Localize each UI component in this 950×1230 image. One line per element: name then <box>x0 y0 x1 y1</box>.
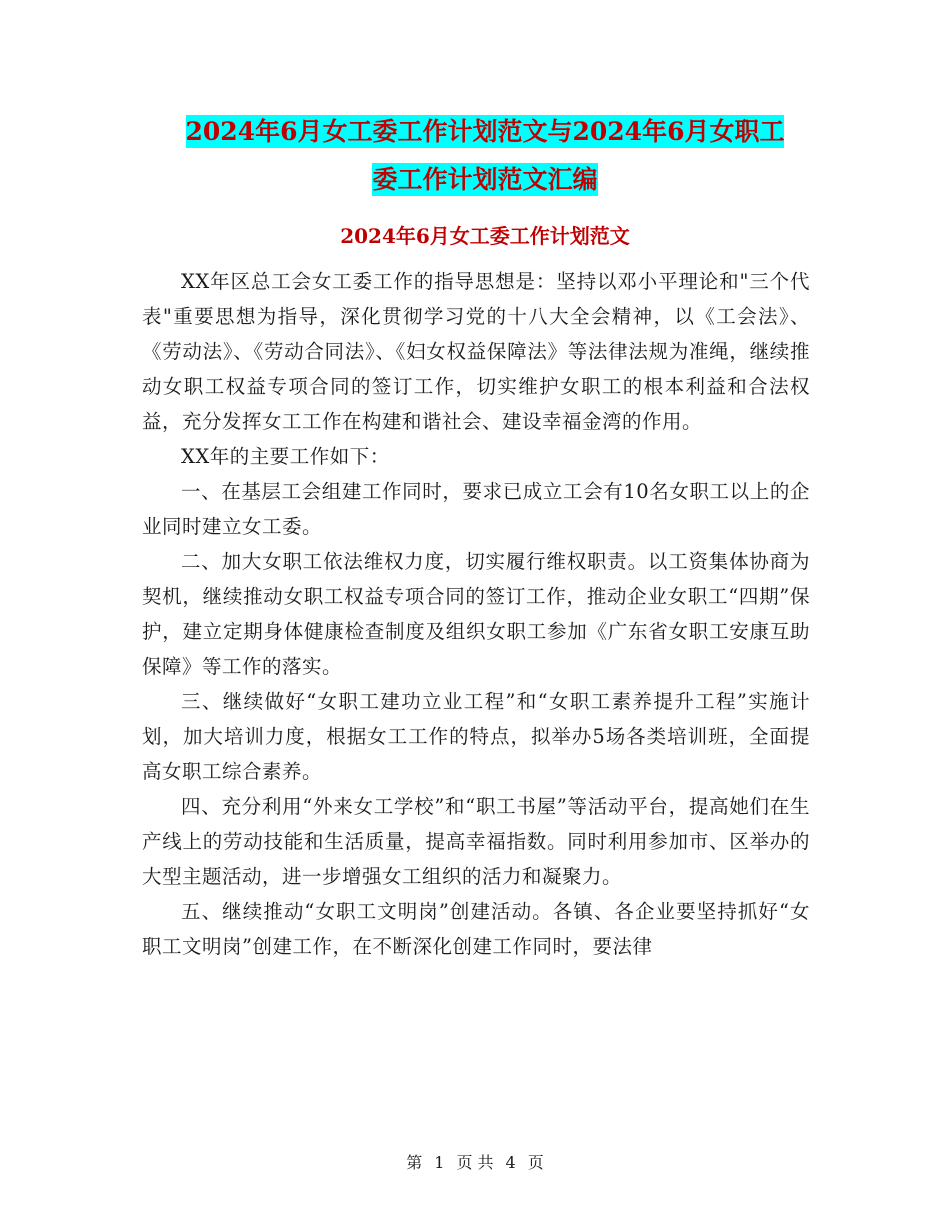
paragraph: XX年的主要工作如下： <box>181 445 390 468</box>
footer-prefix: 第 <box>406 1153 423 1172</box>
paragraph: 五、继续推动“女职工文明岗”创建活动。各镇、各企业要坚持抓好“女职工文明岗”创建工作，在不断深化创建工作同时，要法律 <box>142 900 810 958</box>
footer-suffix: 页 <box>527 1153 544 1172</box>
paragraph: 四、充分利用“外来女工学校”和“职工书屋”等活动平台，提高她们在生产线上的劳动技能和生活质量，提高幸福指数。同时利用参加市、区举办的大型主题活动，进一步增强女工组织的活力和凝聚力。 <box>142 795 810 888</box>
paragraph: 三、继续做好“女职工建功立业工程”和“女职工素养提升工程”实施计划，加大培训力度，根据女工工作的特点，拟举办5场各类培训班，全面提高女职工综合素养。 <box>142 690 810 783</box>
document-body <box>142 264 810 964</box>
title-line-2: 委工作计划范文汇编 <box>372 165 598 194</box>
footer-middle: 页 共 <box>456 1153 494 1172</box>
paragraph: XX年区总工会女工委工作的指导思想是：坚持以邓小平理论和"三个代表"重要思想为指导，深化贯彻学习党的十八大全会精神，以《工会法》、《劳动法》、《劳动合同法》、《妇女权益保障法》等法律法规为准绳，继续推动女职工权益专项合同的签订工作，切实维护女职工的根本利益和合法权益，充分发挥女工工作在构建和谐社会、建设幸福金湾的作用。 <box>142 270 810 433</box>
section-title: 2024年6月女工委工作计划范文 <box>340 224 630 248</box>
page-footer <box>0 1150 950 1173</box>
title-line-1: 2024年6月女工委工作计划范文与2024年6月女职工 <box>185 117 785 146</box>
footer-page-number: 1 <box>434 1153 445 1172</box>
footer-total-pages: 4 <box>505 1153 516 1172</box>
document-title <box>140 108 830 204</box>
paragraph: 二、加大女职工依法维权力度，切实履行维权职责。以工资集体协商为契机，继续推动女职工权益专项合同的签订工作，推动企业女职工“四期”保护，建立定期身体健康检查制度及组织女职工参加《广东省女职工安康互助保障》等工作的落实。 <box>142 550 810 678</box>
paragraph: 一、在基层工会组建工作同时，要求已成立工会有10名女职工以上的企业同时建立女工委。 <box>142 480 810 538</box>
